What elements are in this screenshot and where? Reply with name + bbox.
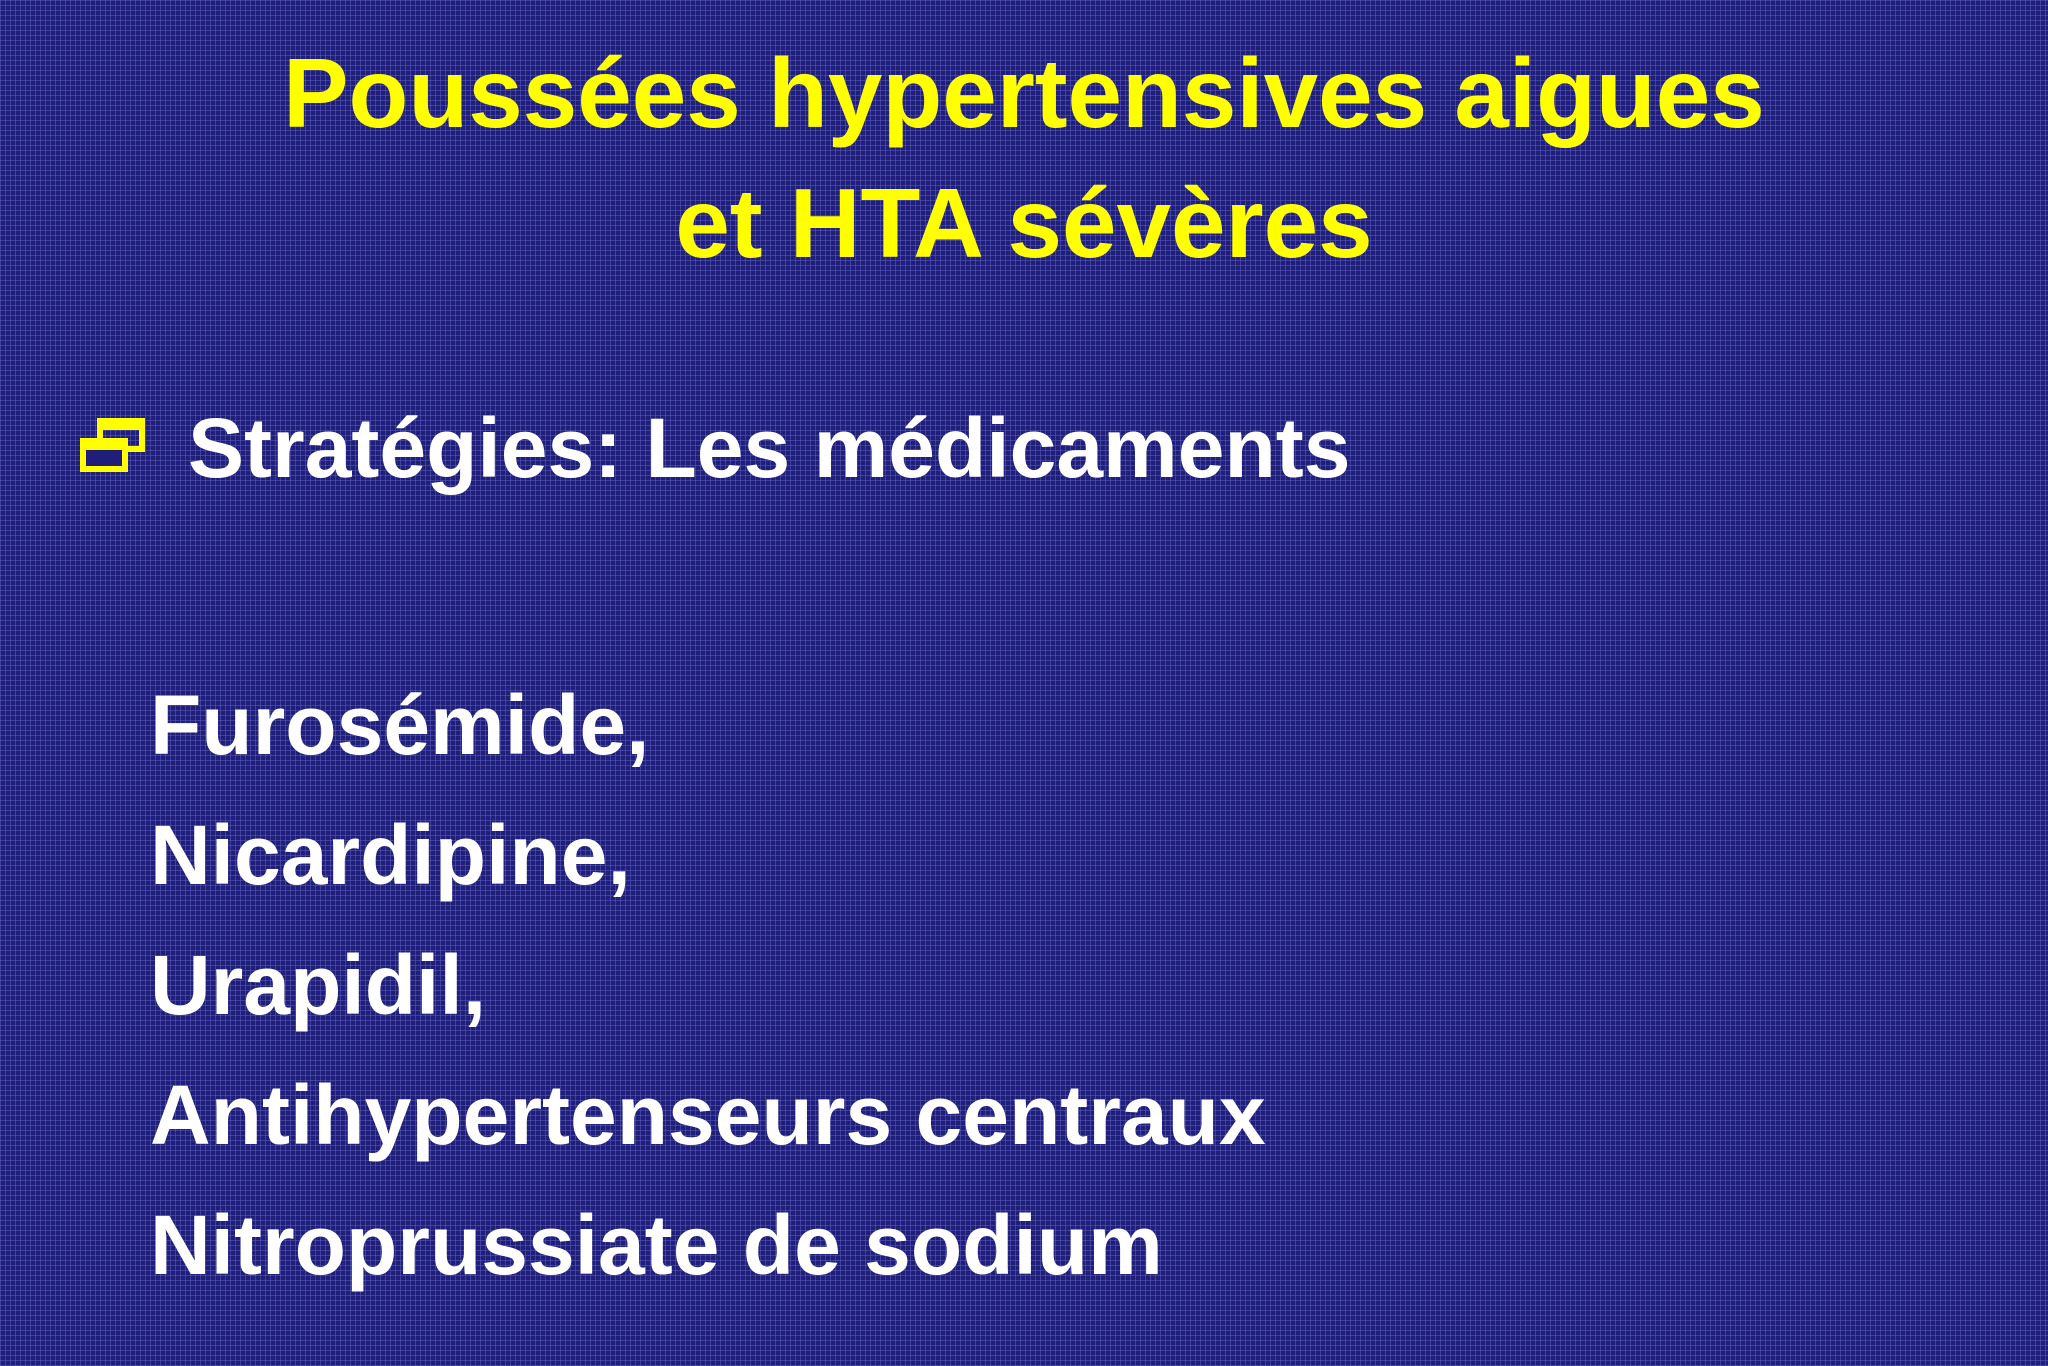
drug-item-nitroprussiate: Nitroprussiate de sodium [150,1198,1163,1292]
drug-item-antihypertenseurs: Antihypertenseurs centraux [150,1068,1266,1162]
slide-title-line-2: et HTA sévères [675,168,1373,278]
drug-item-furosemide: Furosémide, [150,678,650,772]
window-stack-icon [78,413,148,483]
bullet-item [78,398,1350,498]
slide-title [0,28,2048,288]
slide-title-line-1: Poussées hypertensives aigues [283,38,1765,148]
drug-item-urapidil: Urapidil, [150,938,487,1032]
bullet-text: Stratégies: Les médicaments [188,401,1351,495]
drug-item-nicardipine: Nicardipine, [150,808,631,902]
drug-list [150,660,1266,1310]
